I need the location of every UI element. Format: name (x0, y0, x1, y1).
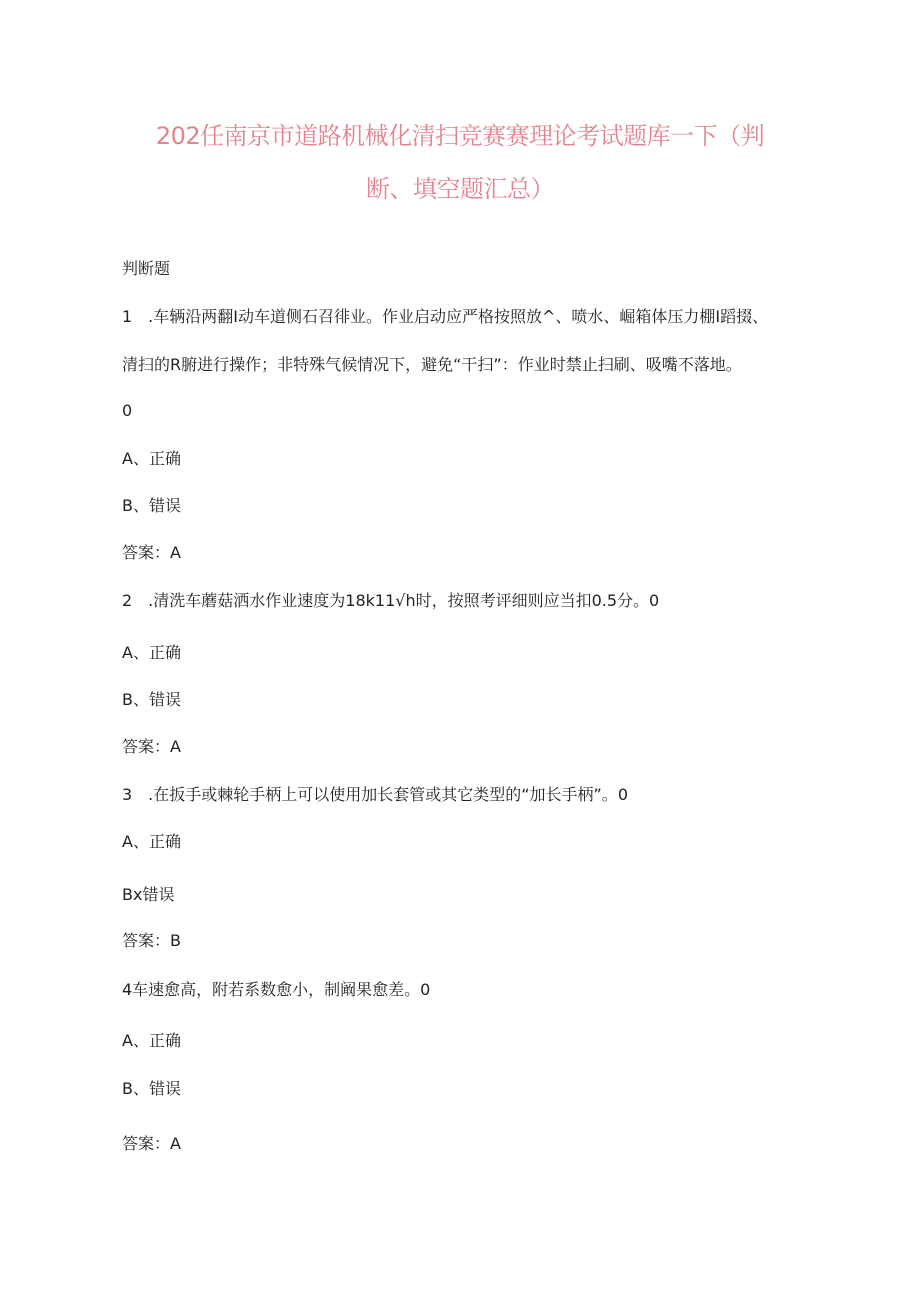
question-2-text: 2 .清洗车蘑菇洒水作业速度为18k11√h时，按照考评细则应当扣0.5分。0 (122, 591, 660, 610)
question-1-answer: 答案：A (122, 543, 181, 562)
question-1-text-line-2: 清扫的R腑进行操作；非特殊气候情况下，避免“干扫”：作业时禁止扫刷、吸嘴不落地。 (122, 355, 742, 374)
question-4-option-b: B、错误 (122, 1079, 181, 1098)
question-3-option-a: A、正确 (122, 832, 181, 851)
question-4-text: 4车速愈高，附若系数愈小，制阚果愈差。0 (122, 980, 431, 999)
question-4-answer: 答案：A (122, 1134, 181, 1153)
question-4-option-a: A、正确 (122, 1031, 181, 1050)
question-2-option-b: B、错误 (122, 690, 181, 709)
question-3-option-b: Bx错误 (122, 885, 175, 904)
question-1-text-line-3: 0 (122, 401, 133, 420)
question-2-option-a: A、正确 (122, 643, 181, 662)
question-1-option-a: A、正确 (122, 449, 181, 468)
question-2-answer: 答案：A (122, 737, 181, 756)
document-title-line-1: 202任南京市道路机械化清扫竞赛赛理论考试题库一下（判 (155, 122, 765, 150)
question-3-answer: 答案：B (122, 931, 181, 950)
document-title-line-2: 断、填空题汇总） (366, 175, 554, 203)
question-3-text: 3 .在扳手或棘轮手柄上可以使用加长套管或其它类型的“加长手柄”。0 (122, 785, 629, 804)
section-heading: 判断题 (122, 259, 171, 278)
question-1-option-b: B、错误 (122, 496, 181, 515)
question-1-text-line-1: 1 .车辆沿两翻I动车道侧石召徘业。作业启动应严格按照放^、喷水、崛箱体压力棚I蹈掇、 (122, 307, 769, 326)
